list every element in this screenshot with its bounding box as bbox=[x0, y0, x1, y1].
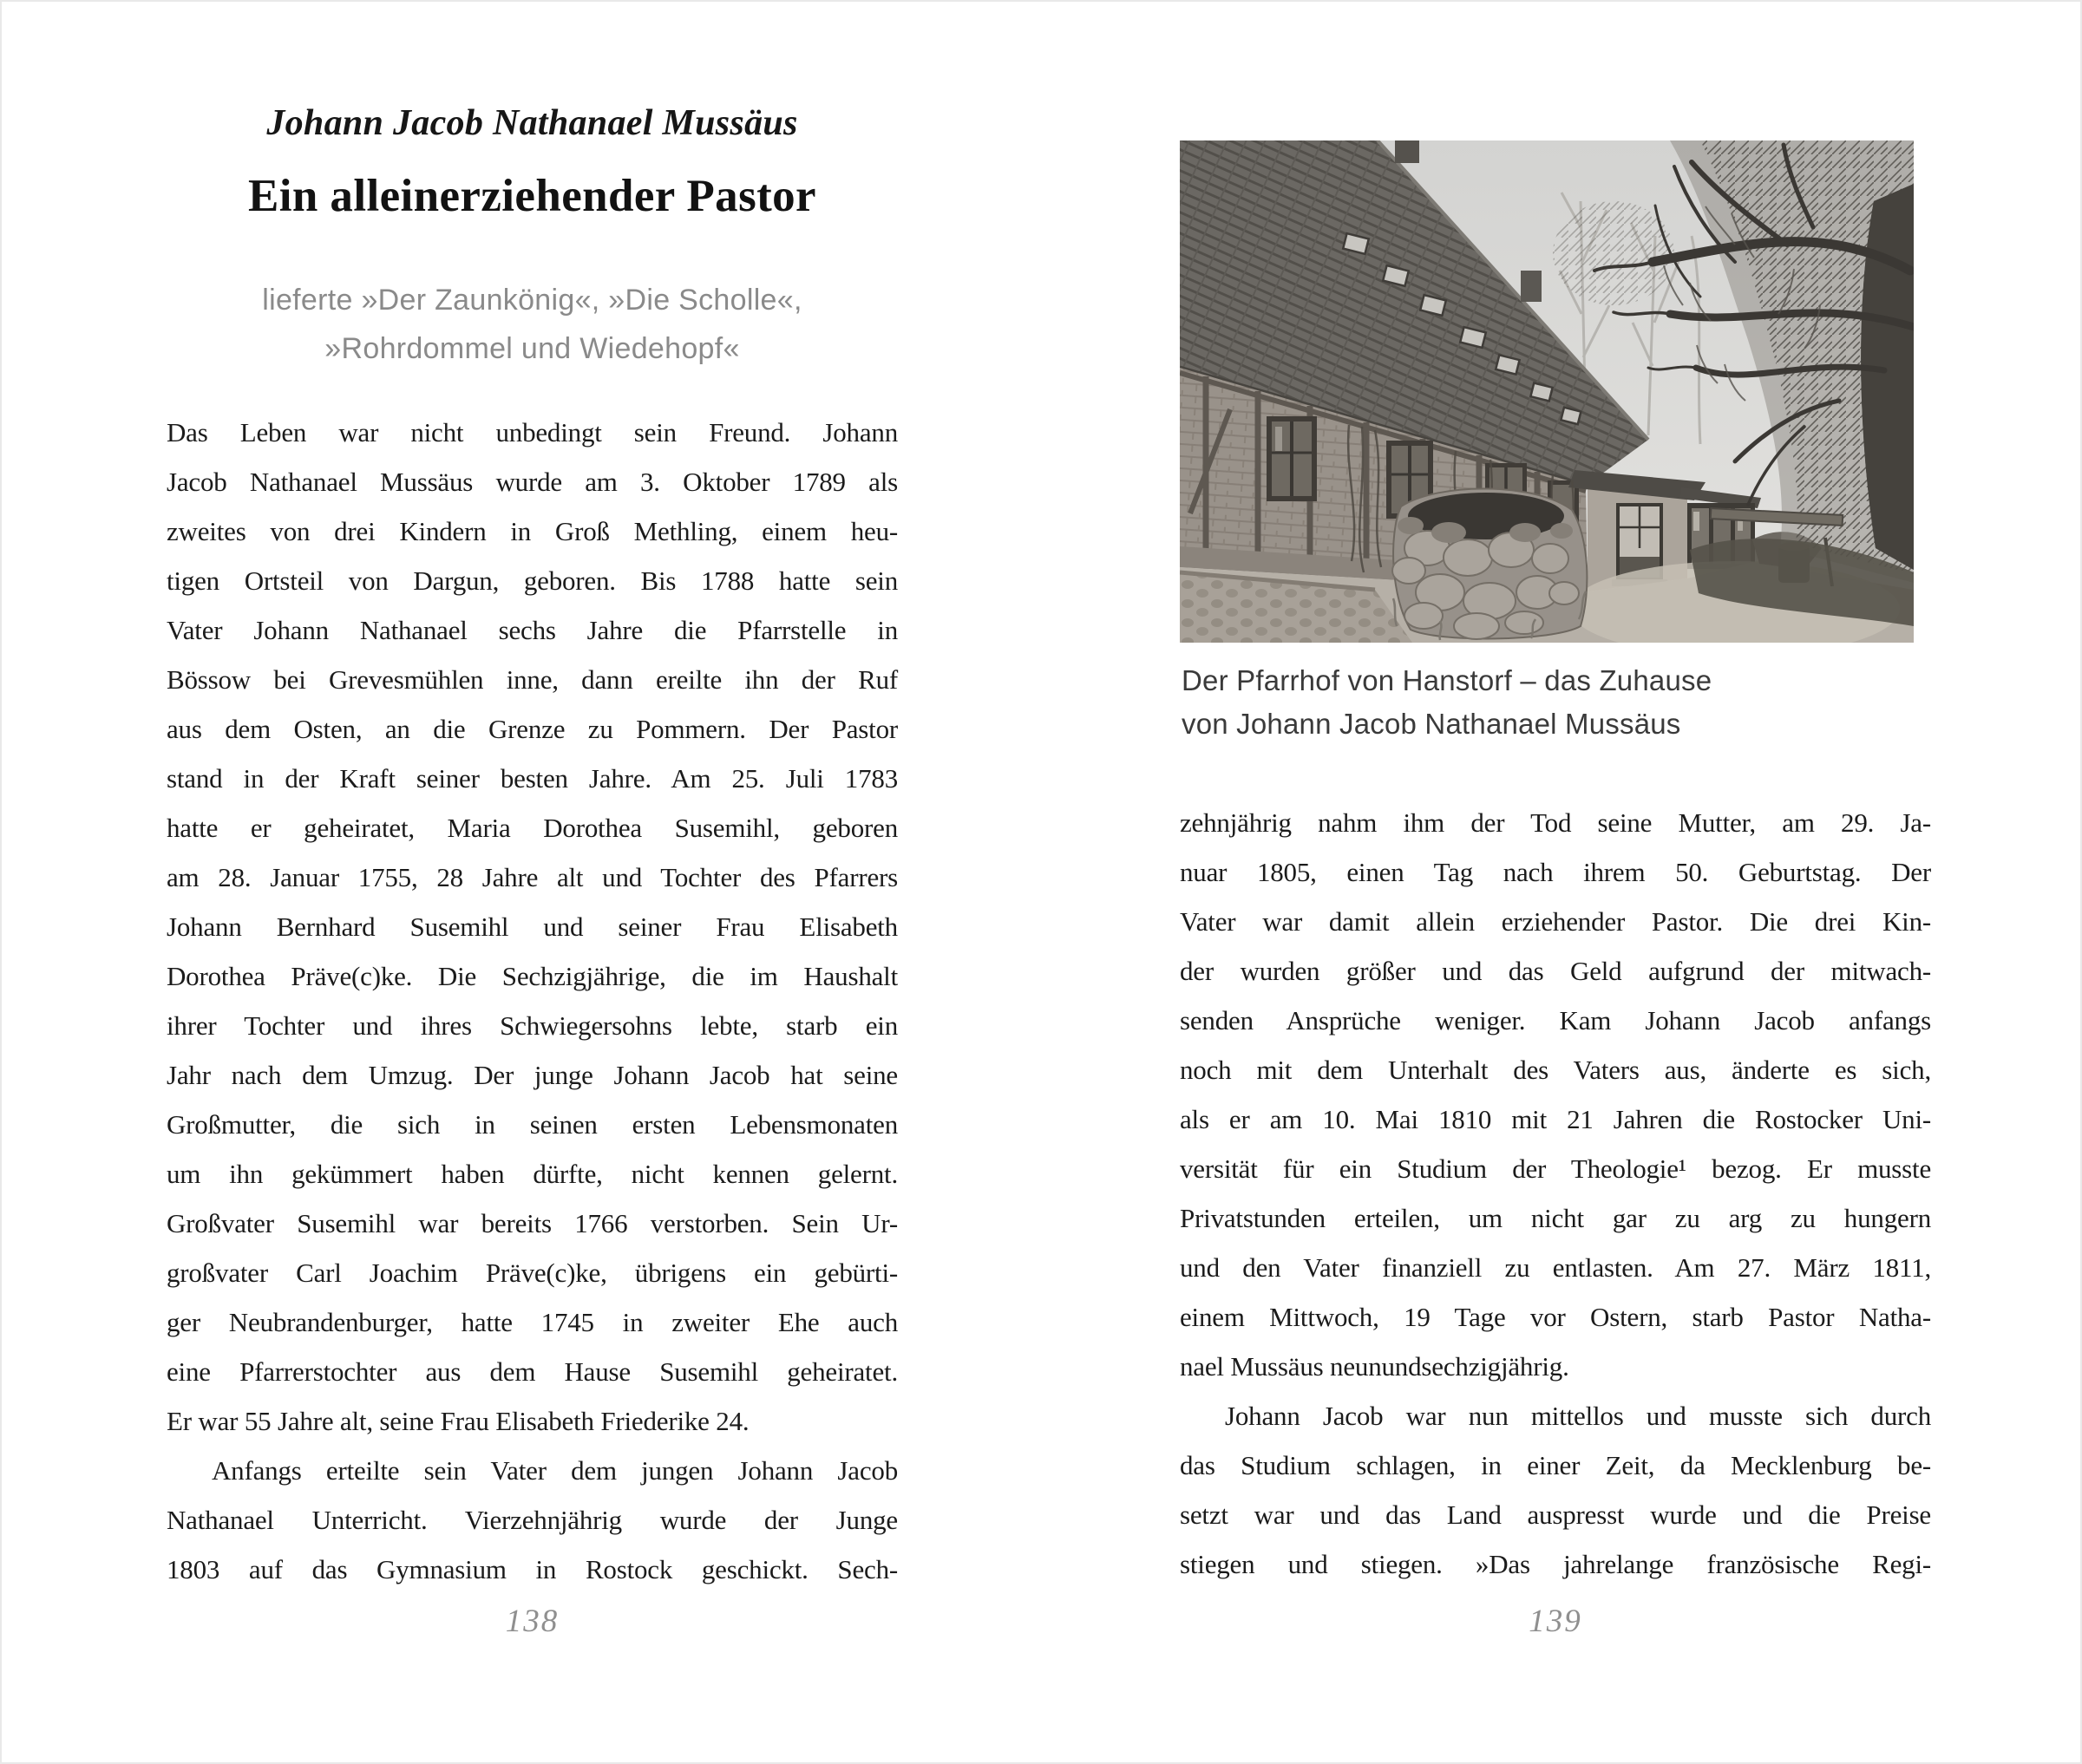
pfarrhof-photo-illustration bbox=[1180, 140, 1914, 643]
body-line: und den Vater finanziell zu entlasten. Am 27. März 1811, bbox=[1180, 1252, 1931, 1283]
body-line: als er am 10. Mai 1810 mit 21 Jahren die Rostocker Uni- bbox=[1180, 1104, 1931, 1134]
body-line: Anfangs erteilte sein Vater dem jungen Johann Jacob bbox=[212, 1455, 898, 1486]
kicker-heading: Johann Jacob Nathanael Mussäus bbox=[266, 103, 798, 143]
body-line: stand in der Kraft seiner besten Jahre. Am 25. Juli 1783 bbox=[167, 763, 898, 794]
right-body-text bbox=[1180, 798, 1931, 1589]
body-line: Johann Bernhard Susemihl und seiner Frau Elisabeth bbox=[167, 911, 898, 942]
body-line: Privatstunden erteilen, um nicht gar zu arg zu hungern bbox=[1180, 1203, 1931, 1233]
body-line: einem Mittwoch, 19 Tage vor Ostern, starb Pastor Natha- bbox=[1180, 1302, 1931, 1332]
body-line: am 28. Januar 1755, 28 Jahre alt und Tochter des Pfarrers bbox=[167, 862, 898, 892]
body-line: tigen Ortsteil von Dargun, geboren. Bis 1788 hatte sein bbox=[167, 565, 898, 596]
body-line: setzt war und das Land auspresst wurde und die Preise bbox=[1180, 1499, 1931, 1530]
body-line: ihrer Tochter und ihres Schwiegersohns lebte, starb ein bbox=[167, 1010, 898, 1041]
page-number-right: 139 bbox=[1529, 1604, 1582, 1639]
body-line: zweites von drei Kindern in Groß Methling, einem heu- bbox=[167, 516, 898, 546]
body-line: um ihn gekümmert haben dürfte, nicht kennen gelernt. bbox=[167, 1159, 898, 1189]
body-line: Jacob Nathanael Mussäus wurde am 3. Oktober 1789 als bbox=[167, 467, 898, 497]
body-line: Er war 55 Jahre alt, seine Frau Elisabeth Friederike 24. bbox=[167, 1406, 750, 1436]
caption-line: Der Pfarrhof von Hanstorf – das Zuhause bbox=[1182, 664, 1712, 696]
body-line: Das Leben war nicht unbedingt sein Freund. Johann bbox=[167, 417, 898, 448]
body-line: eine Pfarrerstochter aus dem Hause Susemihl geheiratet. bbox=[167, 1356, 898, 1387]
body-line: großvater Carl Joachim Präve(c)ke, übrigens ein gebürti- bbox=[167, 1258, 898, 1288]
body-line: nuar 1805, einen Tag nach ihrem 50. Geburtstag. Der bbox=[1180, 857, 1931, 887]
photo-caption bbox=[1182, 659, 1712, 746]
body-line: Jahr nach dem Umzug. Der junge Johann Jacob hat seine bbox=[167, 1060, 898, 1090]
page-number-left: 138 bbox=[505, 1604, 560, 1639]
body-line: Dorothea Präve(c)ke. Die Sechzigjährige, die im Haushalt bbox=[167, 961, 898, 991]
body-line: versität für ein Studium der Theologie¹ bezog. Er musste bbox=[1180, 1153, 1931, 1184]
body-line: 1803 auf das Gymnasium in Rostock geschickt. Sech- bbox=[167, 1554, 898, 1584]
chapter-title: Ein alleinerziehender Pastor bbox=[248, 171, 816, 221]
body-line: der wurden größer und das Geld aufgrund der mitwach- bbox=[1180, 956, 1931, 986]
body-line: ger Neubrandenburger, hatte 1745 in zweiter Ehe auch bbox=[167, 1307, 898, 1337]
body-line: hatte er geheiratet, Maria Dorothea Susemihl, geboren bbox=[167, 813, 898, 843]
body-line: Nathanael Unterricht. Vierzehnjährig wurde der Junge bbox=[167, 1505, 898, 1535]
photo-figure bbox=[1180, 140, 1914, 643]
subtitle-line: lieferte »Der Zaunkönig«, »Die Scholle«, bbox=[262, 284, 802, 317]
body-line: Großmutter, die sich in seinen ersten Lebensmonaten bbox=[167, 1109, 898, 1140]
body-line: Vater war damit allein erziehender Pastor. Die drei Kin- bbox=[1180, 906, 1931, 937]
body-line: Großvater Susemihl war bereits 1766 verstorben. Sein Ur- bbox=[167, 1208, 898, 1238]
body-line: stiegen und stiegen. »Das jahrelange französische Regi- bbox=[1180, 1549, 1931, 1579]
subtitle-line: »Rohrdommel und Wiedehopf« bbox=[324, 332, 740, 365]
caption-line: von Johann Jacob Nathanael Mussäus bbox=[1182, 708, 1681, 740]
body-line: senden Ansprüche weniger. Kam Johann Jacob anfangs bbox=[1180, 1005, 1931, 1036]
body-line: nael Mussäus neunundsechzigjährig. bbox=[1180, 1351, 1569, 1382]
body-line: noch mit dem Unterhalt des Vaters aus, änderte es sich, bbox=[1180, 1055, 1931, 1085]
body-line: zehnjährig nahm ihm der Tod seine Mutter, am 29. Ja- bbox=[1180, 807, 1931, 838]
body-line: Johann Jacob war nun mittellos und musste sich durch bbox=[1225, 1401, 1931, 1431]
body-line: das Studium schlagen, in einer Zeit, da Mecklenburg be- bbox=[1180, 1450, 1931, 1480]
body-line: aus dem Osten, an die Grenze zu Pommern. Der Pastor bbox=[167, 714, 898, 744]
body-line: Vater Johann Nathanael sechs Jahre die Pfarrstelle in bbox=[167, 615, 898, 645]
chapter-subtitle bbox=[167, 276, 898, 373]
left-body-text bbox=[167, 408, 898, 1594]
body-line: Bössow bei Grevesmühlen inne, dann ereilte ihn der Ruf bbox=[167, 664, 898, 695]
